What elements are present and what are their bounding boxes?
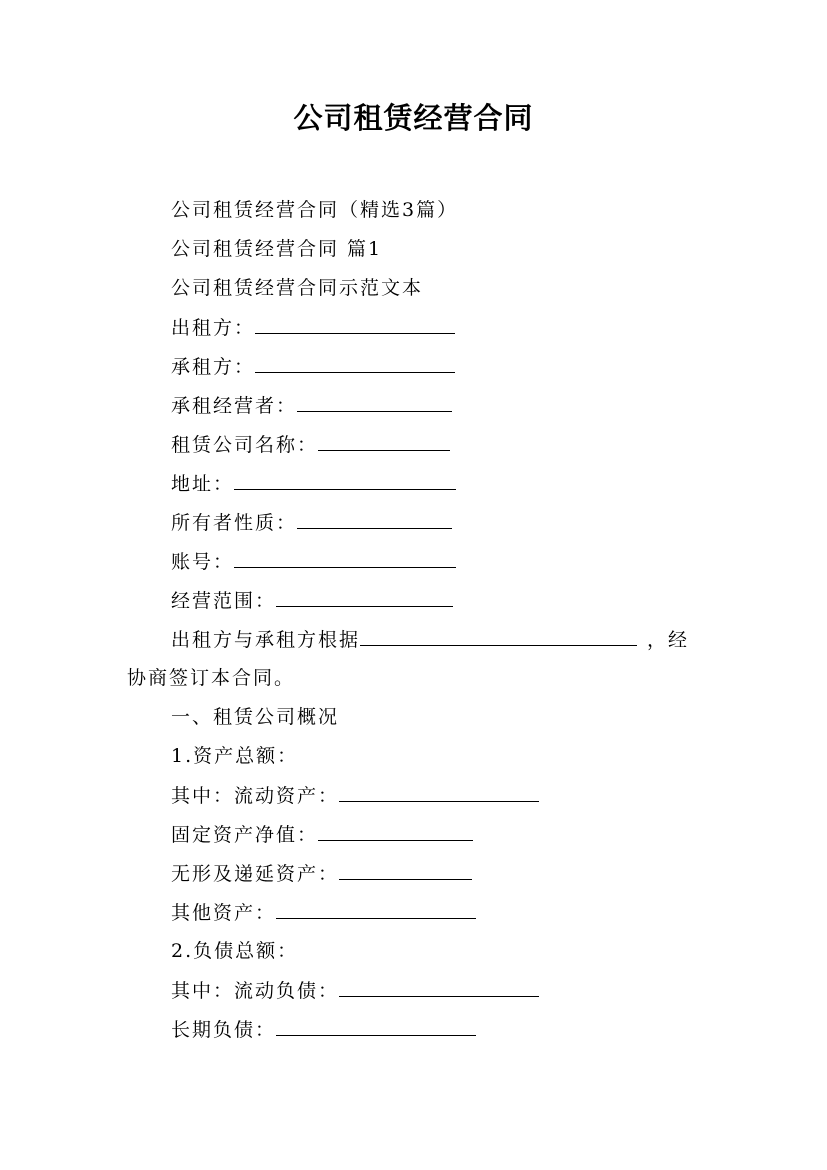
field-label: 固定资产净值： <box>171 824 319 846</box>
field-operator <box>171 393 452 418</box>
field-other-assets <box>171 900 476 925</box>
fill-blank[interactable] <box>276 1017 476 1036</box>
fill-blank[interactable] <box>276 588 453 607</box>
field-label: 无形及递延资产： <box>171 863 340 885</box>
field-label: 账号： <box>171 551 235 573</box>
section1-heading: 一、租赁公司概况 <box>171 706 340 728</box>
field-company-name <box>171 432 450 457</box>
fill-blank[interactable] <box>318 822 473 841</box>
fill-blank[interactable] <box>234 549 456 568</box>
assets-total-heading: 1.资产总额： <box>171 745 299 767</box>
template-heading-line: 公司租赁经营合同示范文本 <box>171 277 424 299</box>
fill-blank[interactable] <box>297 393 452 412</box>
field-lessor <box>171 315 455 340</box>
fill-blank[interactable] <box>297 510 452 529</box>
field-account <box>171 549 456 574</box>
fill-blank[interactable] <box>234 471 456 490</box>
field-label: 所有者性质： <box>171 512 298 534</box>
agreement-suffix: ，经 <box>647 629 690 651</box>
field-label: 其中：流动负债： <box>171 980 340 1002</box>
section-heading-line: 公司租赁经营合同 篇1 <box>171 238 383 260</box>
field-ownership-type <box>171 510 452 535</box>
field-business-scope <box>171 588 453 613</box>
agreement-continuation: 协商签订本合同。 <box>127 667 296 689</box>
fill-blank[interactable] <box>276 900 476 919</box>
agreement-line <box>171 627 689 652</box>
field-current-assets <box>171 783 539 808</box>
field-label: 经营范围： <box>171 590 277 612</box>
field-label: 承租方： <box>171 356 256 378</box>
field-fixed-assets <box>171 822 473 847</box>
document-title: 公司租赁经营合同 <box>293 101 534 135</box>
fill-blank[interactable] <box>255 354 455 373</box>
fill-blank[interactable] <box>339 861 472 880</box>
field-label: 租赁公司名称： <box>171 434 319 456</box>
field-lessee <box>171 354 455 379</box>
field-long-term-liabilities <box>171 1017 476 1042</box>
field-label: 出租方： <box>171 317 256 339</box>
field-current-liabilities <box>171 978 539 1003</box>
fill-blank[interactable] <box>339 978 539 997</box>
field-label: 长期负债： <box>171 1019 277 1041</box>
fill-blank[interactable] <box>339 783 539 802</box>
field-address <box>171 471 456 496</box>
fill-blank[interactable] <box>255 315 455 334</box>
field-label: 其他资产： <box>171 902 277 924</box>
fill-blank[interactable] <box>360 627 637 646</box>
agreement-prefix: 出租方与承租方根据 <box>171 629 361 651</box>
field-label: 承租经营者： <box>171 395 298 417</box>
fill-blank[interactable] <box>318 432 450 451</box>
field-label: 其中：流动资产： <box>171 785 340 807</box>
subtitle-line: 公司租赁经营合同（精选3篇） <box>171 199 459 221</box>
field-intangible-assets <box>171 861 472 886</box>
liabilities-total-heading: 2.负债总额： <box>171 940 299 962</box>
field-label: 地址： <box>171 473 235 495</box>
